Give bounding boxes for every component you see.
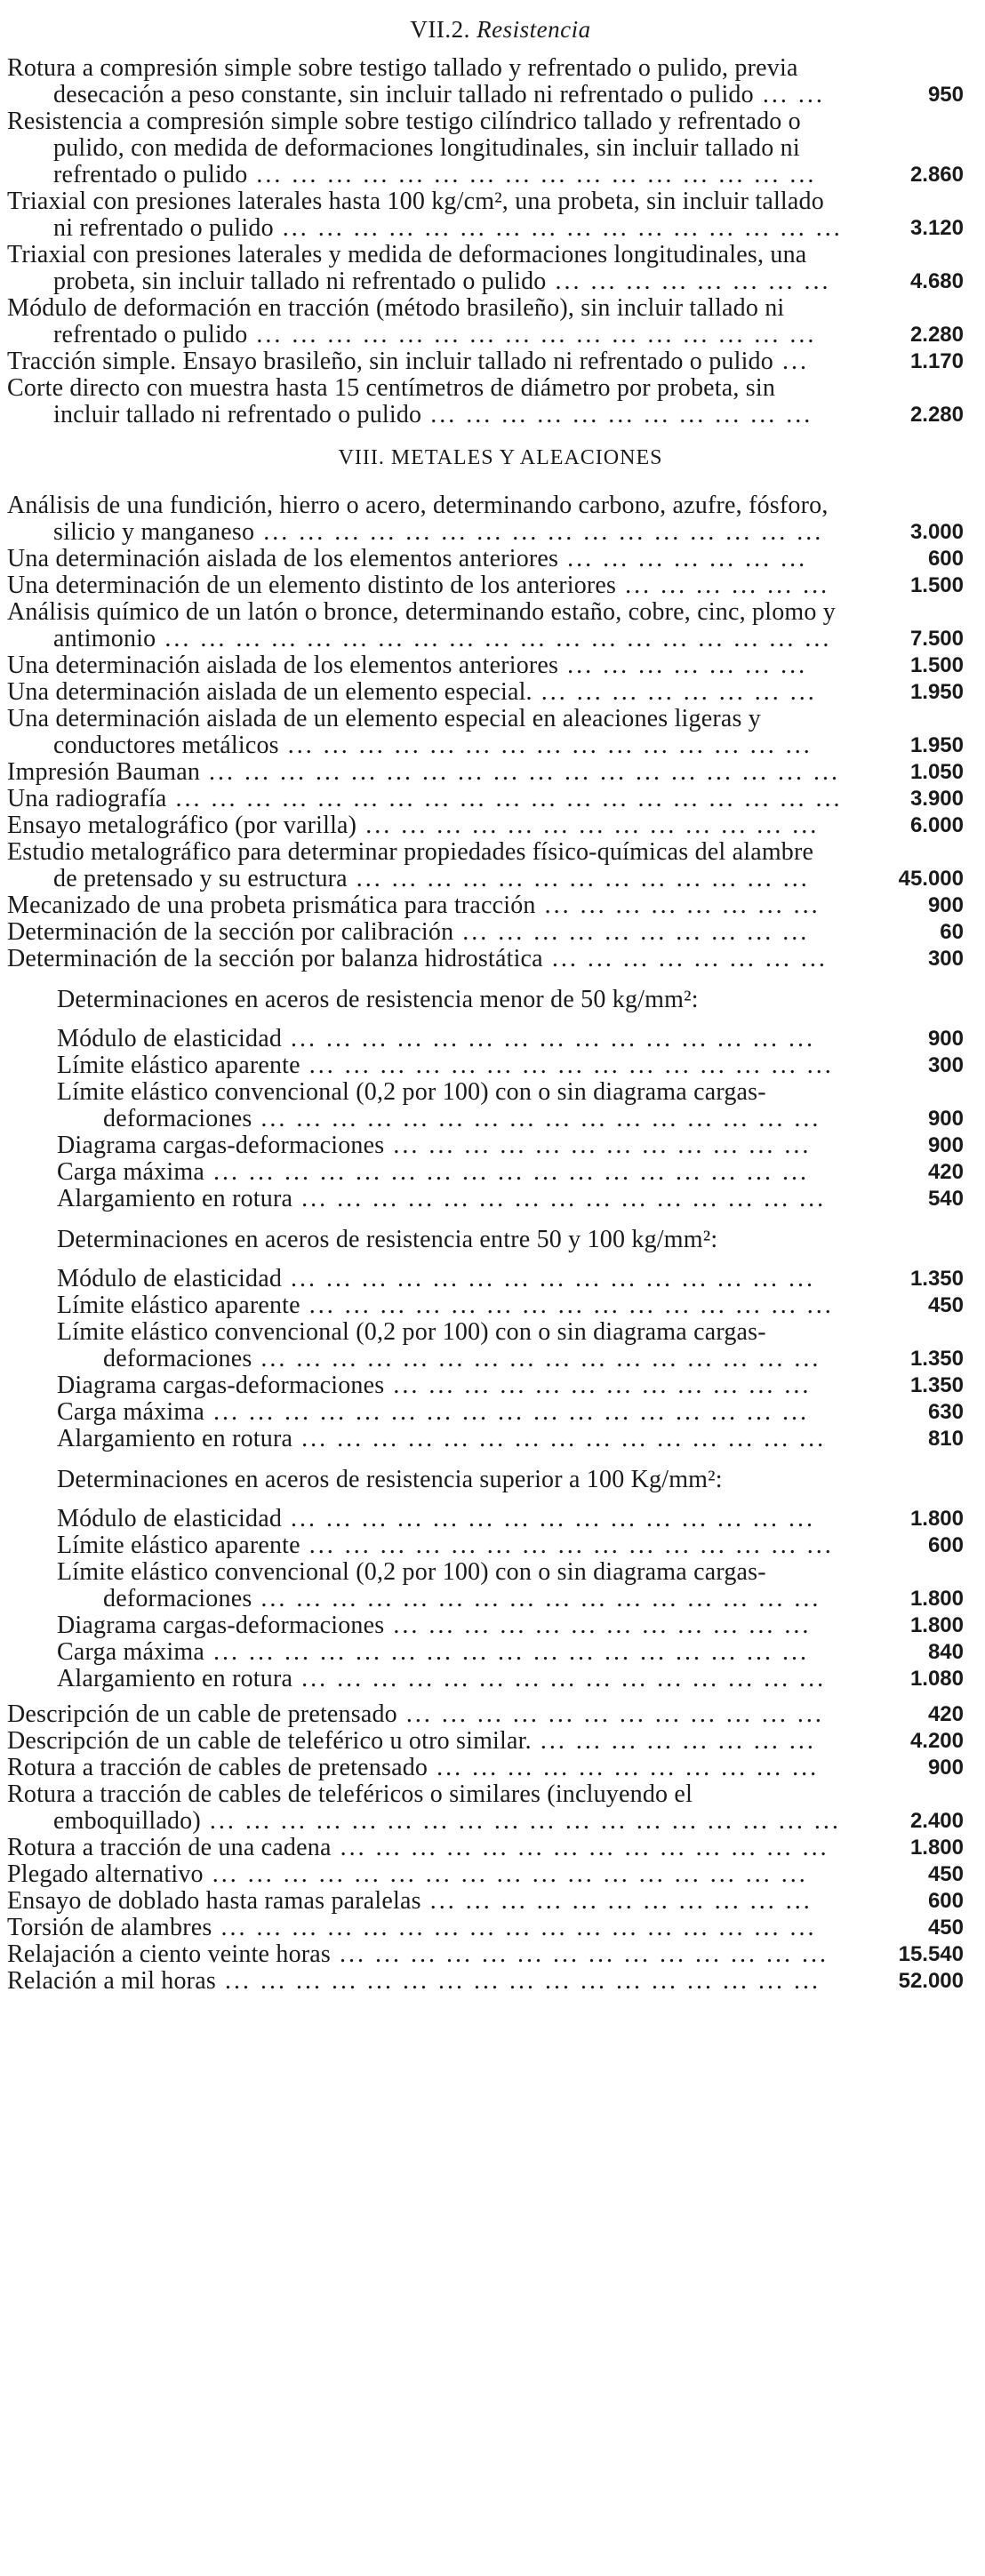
entry-price: 630 [927, 1400, 964, 1424]
price-entry [7, 892, 967, 919]
price-entry [7, 1506, 967, 1532]
entry-text: Límite elástico convencional (0,2 por 100) con o sin diagrama cargas-deformaciones [57, 1558, 766, 1612]
cables-price-list [7, 1701, 967, 1995]
dot-leader: ... ... ... ... ... ... ... ... ... ... ... ... [396, 1700, 824, 1728]
entry-description [7, 786, 843, 812]
dot-leader: ... ... ... ... ... ... ... [558, 545, 808, 572]
entry-text: Ensayo de doblado hasta ramas paralelas [7, 1887, 421, 1915]
entry-description [7, 892, 843, 919]
price-entry [7, 546, 967, 572]
entry-text: Impresión Bauman [7, 758, 201, 786]
entry-text: Carga máxima [57, 1638, 204, 1666]
dot-leader: ... ... ... ... ... ... ... ... [535, 892, 821, 919]
entry-price: 1.800 [909, 1507, 964, 1531]
entry-description [7, 1781, 843, 1835]
entry-description [7, 652, 843, 679]
entry-description [7, 1701, 843, 1728]
entry-price: 1.350 [909, 1347, 964, 1371]
price-entry [7, 1612, 967, 1639]
dot-leader: ... ... ... ... ... ... ... ... ... ... ... ... ... ... ... ... ... [204, 1398, 809, 1426]
entry-description [7, 242, 843, 295]
entry-text: Límite elástico aparente [57, 1052, 300, 1079]
entry-text: Diagrama cargas-deformaciones [57, 1612, 385, 1639]
resistencia-price-list [7, 55, 967, 428]
entry-price: 4.200 [909, 1729, 964, 1753]
entry-price: 600 [927, 547, 964, 571]
entry-description [7, 348, 843, 375]
entry-price: 900 [927, 1027, 964, 1051]
entry-description [7, 1026, 843, 1052]
dot-leader: ... ... ... ... ... ... ... ... ... ... ... ... ... ... ... [300, 1292, 834, 1319]
price-entry [7, 1132, 967, 1159]
entry-description [7, 1399, 843, 1426]
entry-description [7, 759, 843, 786]
price-entry [7, 1861, 967, 1888]
price-entry [7, 1159, 967, 1186]
price-entry [7, 812, 967, 839]
entry-description [7, 1079, 843, 1132]
entry-price: 1.350 [909, 1267, 964, 1291]
dot-leader: ... ... ... ... ... ... ... ... ... ... ... ... ... ... ... [292, 1665, 827, 1692]
entry-description [7, 1888, 843, 1915]
entry-description [7, 946, 843, 972]
dot-leader: ... ... ... ... ... ... ... ... [542, 945, 828, 972]
dot-leader: ... ... ... ... ... ... ... ... ... ... ... ... ... ... ... [282, 1505, 816, 1532]
price-entry [7, 1888, 967, 1915]
entry-text: Módulo de deformación en tracción (método brasileño), sin incluir tallado ni refrentado o pulido [7, 294, 785, 348]
price-entry [7, 1266, 967, 1292]
entry-price: 900 [927, 1133, 964, 1157]
entry-price: 540 [927, 1187, 964, 1211]
entry-text: Una radiografía [7, 785, 167, 812]
dot-leader: ... ... ... ... ... ... ... ... [532, 678, 817, 706]
entry-description [7, 1266, 843, 1292]
entry-description [7, 492, 843, 546]
dot-leader: ... ... ... ... ... ... ... ... ... ... ... ... ... ... ... [292, 1425, 827, 1452]
dot-leader: ... ... ... ... ... ... ... ... ... ... ... ... ... ... ... ... ... ... ... [166, 785, 843, 812]
metales-price-list [7, 492, 967, 972]
dot-leader: ... ... [753, 81, 825, 108]
entry-description [7, 706, 843, 759]
entry-price: 3.900 [909, 787, 964, 811]
entry-price: 1.080 [909, 1667, 964, 1691]
entry-description [7, 546, 843, 572]
entry-text: Análisis de una fundición, hierro o acero, determinando carbono, azufre, fósforo, silicio y manganeso [7, 492, 829, 546]
entry-price: 900 [927, 1107, 964, 1131]
dot-leader: ... ... ... ... ... ... ... ... ... ... ... [428, 1754, 820, 1781]
entry-text: Módulo de elasticidad [57, 1025, 283, 1052]
entry-text: Límite elástico convencional (0,2 por 100) con o sin diagrama cargas-deformaciones [57, 1078, 766, 1132]
entry-description [7, 1728, 843, 1755]
group-heading-text: Determinaciones en aceros de resistencia superior a 100 Kg/mm²: [57, 1466, 723, 1493]
price-entry [7, 1755, 967, 1781]
aceros-group [7, 987, 967, 1212]
entry-price: 300 [927, 1053, 964, 1077]
group-heading [7, 1467, 967, 1493]
price-entry [7, 1666, 967, 1692]
entry-description [7, 1835, 843, 1861]
entry-price: 950 [927, 83, 964, 107]
price-entry [7, 1026, 967, 1052]
entry-description [7, 108, 843, 188]
price-entry [7, 1052, 967, 1079]
dot-leader: ... ... ... ... ... ... ... ... ... ... ... ... ... ... ... ... [247, 321, 817, 348]
price-entry [7, 108, 967, 188]
entry-text: Descripción de un cable de teleférico u otro similar. [7, 1727, 532, 1755]
price-entry [7, 1728, 967, 1755]
price-entry [7, 375, 967, 428]
entry-text: Triaxial con presiones laterales hasta 100 kg/cm², una probeta, sin incluir tallado ni refrentado o pulido [7, 188, 824, 242]
price-entry [7, 1781, 967, 1835]
entry-text: Análisis químico de un latón o bronce, determinando estaño, cobre, cinc, plomo y antimonio [7, 598, 836, 652]
entry-text: Ensayo metalográfico (por varilla) [7, 812, 357, 839]
entry-price: 1.050 [909, 760, 964, 784]
section-heading-metales: VIII. METALES Y ALEACIONES [338, 446, 663, 469]
entry-description [7, 1159, 843, 1186]
price-entry [7, 946, 967, 972]
dot-leader: ... ... ... ... ... ... ... ... ... ... ... ... ... ... ... ... [254, 518, 824, 546]
entry-price: 450 [927, 1916, 964, 1940]
entry-description [7, 1372, 843, 1399]
dot-leader: ... ... ... ... ... ... ... ... ... ... ... ... ... ... ... ... ... [212, 1914, 817, 1941]
entry-description [7, 1186, 843, 1212]
entry-description [7, 839, 843, 892]
price-entry [7, 1426, 967, 1452]
entry-price: 1.950 [909, 733, 964, 757]
section-number: VII.2. [410, 16, 470, 43]
price-entry [7, 1701, 967, 1728]
entry-price: 900 [927, 1756, 964, 1780]
dot-leader: ... ... ... ... ... ... ... [558, 652, 808, 679]
dot-leader: ... ... ... ... ... ... ... ... [531, 1727, 816, 1755]
dot-leader: ... ... ... ... ... ... ... ... ... ... ... ... ... ... ... [300, 1052, 834, 1079]
dot-leader: ... ... ... ... ... ... ... ... ... ... ... ... ... [356, 812, 820, 839]
price-entry [7, 706, 967, 759]
price-entry [7, 679, 967, 706]
dot-leader: ... ... ... ... ... ... ... ... ... ... ... ... ... ... ... ... [252, 1345, 821, 1372]
entry-description [7, 375, 843, 428]
entry-price: 450 [927, 1862, 964, 1886]
entry-text: Corte directo con muestra hasta 15 centímetros de diámetro por probeta, sin incluir tallado ni refrentado o pulido [7, 374, 776, 428]
entry-text: Módulo de elasticidad [57, 1265, 283, 1292]
price-entry [7, 1186, 967, 1212]
entry-price: 600 [927, 1889, 964, 1913]
entry-description [7, 1639, 843, 1666]
price-entry [7, 599, 967, 652]
entry-text: Relación a mil horas [7, 1967, 216, 1995]
entry-price: 1.500 [909, 653, 964, 677]
dot-leader: ... ... ... ... ... ... ... ... [546, 268, 831, 295]
dot-leader: ... ... ... ... ... ... ... ... ... ... ... ... ... ... ... ... [252, 1585, 821, 1612]
dot-leader: ... ... ... ... ... ... ... ... ... ... ... ... ... ... ... ... ... [204, 1158, 809, 1186]
entry-text: Triaxial con presiones laterales y medida de deformaciones longitudinales, una probeta, sin incluir tallado ni refrentado o pulido [7, 241, 807, 295]
entry-price: 1.170 [909, 349, 964, 373]
dot-leader: ... ... ... ... ... ... ... ... ... ... ... ... ... ... [331, 1834, 829, 1861]
entry-price: 1.350 [909, 1373, 964, 1397]
dot-leader: ... ... ... ... ... ... ... ... ... ... ... ... ... ... ... ... ... [204, 1638, 809, 1666]
entry-text: Resistencia a compresión simple sobre testigo cilíndrico tallado y refrentado o pulido, con medida de deformaciones longitudinales, sin incluir tallado ni refrentado o pulido [7, 108, 801, 188]
entry-text: Rotura a compresión simple sobre testigo tallado y refrentado o pulido, previa desecación a peso constante, sin incluir tallado ni refrentado o pulido [7, 54, 798, 108]
dot-leader: ... ... ... ... ... ... [616, 572, 830, 599]
entry-text: Alargamiento en rotura [57, 1425, 293, 1452]
dot-leader: ... ... ... ... ... ... ... ... ... ... ... ... ... ... ... [278, 732, 813, 759]
entry-text: Rotura a tracción de cables de teleféricos o similares (incluyendo el emboquillado) [7, 1780, 693, 1835]
price-entry [7, 1941, 967, 1968]
dot-leader: ... [773, 348, 809, 375]
entry-price: 2.280 [909, 323, 964, 347]
entry-text: Carga máxima [57, 1398, 204, 1426]
price-entry [7, 1399, 967, 1426]
dot-leader: ... ... ... ... ... ... ... ... ... ... ... ... [384, 1612, 812, 1639]
entry-price: 3.000 [909, 520, 964, 544]
price-entry [7, 295, 967, 348]
price-entry [7, 348, 967, 375]
entry-price: 600 [927, 1533, 964, 1557]
price-entry [7, 1639, 967, 1666]
price-entry [7, 55, 967, 108]
entry-price: 2.860 [909, 163, 964, 187]
entry-text: Módulo de elasticidad [57, 1505, 283, 1532]
dot-leader: ... ... ... ... ... ... ... ... ... ... ... ... ... ... ... ... ... ... [200, 758, 841, 786]
entry-text: Rotura a tracción de una cadena [7, 1834, 332, 1861]
entry-description [7, 1132, 843, 1159]
entry-description [7, 188, 843, 242]
entry-price: 840 [927, 1640, 964, 1664]
entry-description [7, 919, 843, 946]
entry-price: 2.400 [909, 1809, 964, 1833]
entry-price: 60 [940, 920, 964, 944]
section-heading-resistencia [7, 14, 967, 44]
entry-price: 1.950 [909, 680, 964, 704]
aceros-group [7, 1227, 967, 1452]
aceros-groups [7, 987, 967, 1692]
dot-leader: ... ... ... ... ... ... ... ... ... ... ... ... ... ... ... ... [247, 161, 817, 188]
entry-description [7, 812, 843, 839]
entry-price: 1.800 [909, 1613, 964, 1637]
entry-description [7, 1559, 843, 1612]
entry-text: Límite elástico aparente [57, 1532, 300, 1559]
group-heading-text: Determinaciones en aceros de resistencia menor de 50 kg/mm²: [57, 986, 699, 1013]
entry-price: 1.800 [909, 1836, 964, 1860]
entry-price: 4.680 [909, 269, 964, 293]
price-entry [7, 1079, 967, 1132]
entry-description [7, 1052, 843, 1079]
entry-price: 52.000 [898, 1969, 964, 1993]
dot-leader: ... ... ... ... ... ... ... ... ... ... ... ... ... ... ... ... ... [215, 1967, 821, 1995]
entry-text: Determinación de la sección por balanza hidrostática [7, 945, 543, 972]
entry-price: 2.280 [909, 403, 964, 427]
entry-text: Una determinación aislada de los elementos anteriores [7, 652, 559, 679]
entry-text: Carga máxima [57, 1158, 204, 1186]
price-entry [7, 572, 967, 599]
price-entry [7, 1968, 967, 1995]
entry-text: Límite elástico aparente [57, 1292, 300, 1319]
price-entry [7, 759, 967, 786]
entry-description [7, 1968, 843, 1995]
section-title: Resistencia [476, 16, 591, 43]
dot-leader: ... ... ... ... ... ... ... ... ... ... ... ... ... ... ... [282, 1265, 816, 1292]
entry-price: 450 [927, 1293, 964, 1317]
entry-description [7, 599, 843, 652]
entry-description [7, 55, 843, 108]
dot-leader: ... ... ... ... ... ... ... ... ... ... ... ... ... ... ... ... ... ... [200, 1807, 841, 1835]
dot-leader: ... ... ... ... ... ... ... ... ... ... ... ... ... [347, 865, 810, 892]
dot-leader: ... ... ... ... ... ... ... ... ... ... ... ... ... ... ... ... ... [203, 1860, 808, 1888]
entry-price: 420 [927, 1702, 964, 1726]
price-entry [7, 492, 967, 546]
price-entry [7, 1915, 967, 1941]
dot-leader: ... ... ... ... ... ... ... ... ... ... ... ... ... ... ... [282, 1025, 816, 1052]
entry-description [7, 1292, 843, 1319]
dot-leader: ... ... ... ... ... ... ... ... ... ... ... ... ... ... ... ... ... ... ... [156, 625, 832, 652]
entry-price: 300 [927, 947, 964, 971]
entry-description [7, 1861, 843, 1888]
dot-leader: ... ... ... ... ... ... ... ... ... ... ... ... [384, 1372, 812, 1399]
entry-description [7, 679, 843, 706]
price-entry [7, 652, 967, 679]
entry-text: Diagrama cargas-deformaciones [57, 1132, 385, 1159]
entry-text: Alargamiento en rotura [57, 1185, 293, 1212]
dot-leader: ... ... ... ... ... ... ... ... ... ... ... ... ... ... ... [300, 1532, 834, 1559]
entry-description [7, 1941, 843, 1968]
entry-text: Determinación de la sección por calibración [7, 918, 454, 946]
price-entry [7, 1319, 967, 1372]
group-heading [7, 987, 967, 1013]
dot-leader: ... ... ... ... ... ... ... ... ... ... [453, 918, 810, 946]
entry-price: 1.800 [909, 1587, 964, 1611]
entry-price: 900 [927, 893, 964, 917]
dot-leader: ... ... ... ... ... ... ... ... ... ... ... [421, 401, 813, 428]
entry-text: Una determinación aislada de un elemento especial en aleaciones ligeras y conductores metálicos [7, 705, 762, 759]
group-heading [7, 1227, 967, 1253]
entry-text: Una determinación de un elemento distinto de los anteriores [7, 572, 617, 599]
entry-description [7, 1666, 843, 1692]
entry-description [7, 1755, 843, 1781]
entry-text: Tracción simple. Ensayo brasileño, sin incluir tallado ni refrentado o pulido [7, 348, 773, 375]
entry-price: 3.120 [909, 216, 964, 240]
entry-price: 810 [927, 1427, 964, 1451]
entry-description [7, 1319, 843, 1372]
entry-description [7, 572, 843, 599]
price-entry [7, 1372, 967, 1399]
entry-text: Una determinación aislada de los elementos anteriores [7, 545, 559, 572]
entry-price: 1.500 [909, 573, 964, 597]
entry-price: 7.500 [909, 627, 964, 651]
entry-text: Diagrama cargas-deformaciones [57, 1372, 385, 1399]
price-entry [7, 1532, 967, 1559]
entry-price: 15.540 [898, 1942, 964, 1966]
entry-text: Estudio metalográfico para determinar propiedades físico-químicas del alambre de pretensado y su estructura [7, 838, 814, 892]
entry-description [7, 1506, 843, 1532]
entry-text: Relajación a ciento veinte horas [7, 1940, 332, 1968]
price-entry [7, 1835, 967, 1861]
dot-leader: ... ... ... ... ... ... ... ... ... ... ... ... ... ... [331, 1940, 829, 1968]
price-entry [7, 786, 967, 812]
dot-leader: ... ... ... ... ... ... ... ... ... ... ... ... ... ... ... [292, 1185, 827, 1212]
entry-description [7, 1612, 843, 1639]
price-entry [7, 242, 967, 295]
dot-leader: ... ... ... ... ... ... ... ... ... ... ... ... ... ... ... ... [252, 1105, 821, 1132]
entry-price: 6.000 [909, 813, 964, 837]
entry-text: Descripción de un cable de pretensado [7, 1700, 397, 1728]
entry-text: Rotura a tracción de cables de pretensado [7, 1754, 428, 1781]
entry-text: Torsión de alambres [7, 1914, 212, 1941]
group-heading-text: Determinaciones en aceros de resistencia entre 50 y 100 kg/mm²: [57, 1226, 718, 1253]
dot-leader: ... ... ... ... ... ... ... ... ... ... ... [420, 1887, 813, 1915]
price-entry [7, 839, 967, 892]
entry-description [7, 1915, 843, 1941]
entry-text: Límite elástico convencional (0,2 por 100) con o sin diagrama cargas-deformaciones [57, 1318, 766, 1372]
entry-price: 45.000 [898, 867, 964, 891]
price-entry [7, 188, 967, 242]
entry-description [7, 295, 843, 348]
aceros-group [7, 1467, 967, 1692]
dot-leader: ... ... ... ... ... ... ... ... ... ... ... ... [384, 1132, 812, 1159]
price-entry [7, 919, 967, 946]
entry-price: 420 [927, 1160, 964, 1184]
dot-leader: ... ... ... ... ... ... ... ... ... ... ... ... ... ... ... ... [273, 214, 843, 242]
entry-description [7, 1532, 843, 1559]
entry-text: Una determinación aislada de un elemento especial. [7, 678, 533, 706]
entry-description [7, 1426, 843, 1452]
entry-text: Mecanizado de una probeta prismática para tracción [7, 892, 536, 919]
entry-text: Alargamiento en rotura [57, 1665, 293, 1692]
entry-text: Plegado alternativo [7, 1860, 204, 1888]
price-entry [7, 1559, 967, 1612]
price-entry [7, 1292, 967, 1319]
